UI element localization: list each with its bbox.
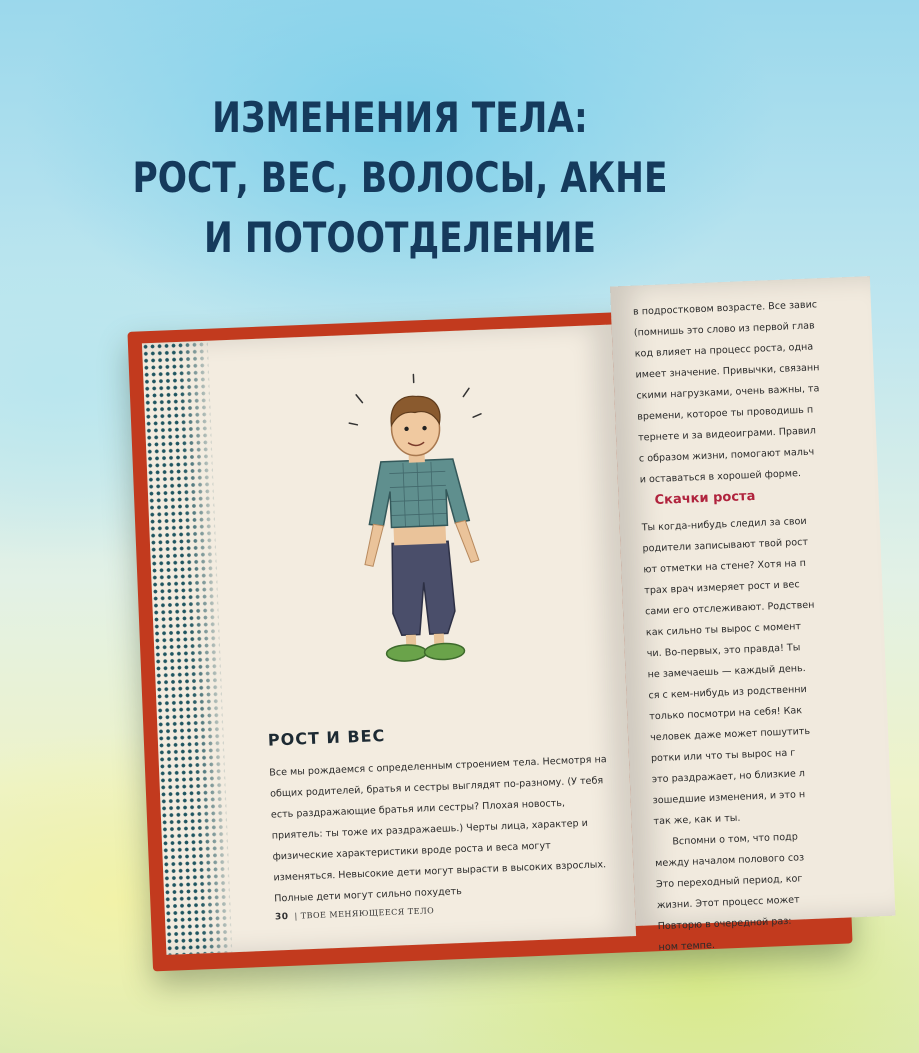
text-line: не замечаешь — каждый день. — [647, 663, 806, 681]
page-title — [0, 88, 800, 268]
open-book — [126, 267, 874, 995]
page-number: 30 — [274, 911, 289, 923]
text-line: ся с кем-нибудь из родственни — [648, 684, 807, 702]
text-line: с образом жизни, помогают мальч — [638, 446, 815, 465]
text-line: Вспомни о том, что подр — [672, 831, 799, 848]
section-heading-growth-spurts: Скачки роста — [654, 488, 756, 508]
text-line: имеет значение. Привычки, связанн — [635, 362, 820, 381]
text-line: в подростковом возрасте. Все завис — [632, 299, 818, 318]
text-line: ротки или что ты вырос на г — [650, 747, 796, 765]
section-heading-height-weight: РОСТ И ВЕС — [267, 725, 386, 750]
text-line: родители записывают твой рост — [642, 536, 809, 555]
text-line: Ты когда-нибудь следил за свои — [641, 515, 807, 534]
text-line: как сильно ты вырос с момент — [645, 621, 802, 639]
right-page-top-text — [633, 291, 900, 490]
text-line: Повторю в очередной раз: — [657, 915, 792, 933]
text-line: жизни. Этот процесс может — [656, 894, 800, 912]
text-line: трах врач измеряет рост и вес — [644, 579, 800, 597]
text-line: зошедшие изменения, и это н — [652, 789, 806, 807]
right-page-bottom-text — [641, 507, 918, 958]
text-line: тернете и за видеоиграми. Правил — [637, 425, 817, 444]
text-line: (помнишь это слово из первой глав — [633, 320, 815, 339]
text-line: только посмотри на себя! Как — [649, 705, 803, 723]
text-line: это раздражает, но близкие л — [651, 768, 806, 786]
text-line: и оставаться в хорошей форме. — [639, 468, 802, 486]
text-line: человек даже может пошутить — [649, 725, 811, 744]
text-line: времени, которое ты проводишь п — [637, 404, 814, 423]
text-line: ном темпе. — [658, 939, 716, 954]
text-line: чи. Во-первых, это правда! Ты — [646, 642, 801, 660]
text-line: код влияет на процесс роста, одна — [634, 341, 814, 360]
title-line-1: ИЗМЕНЕНИЯ ТЕЛА: — [212, 93, 588, 142]
text-line: ют отметки на стене? Хотя на п — [643, 557, 807, 576]
title-line-2: РОСТ, ВЕС, ВОЛОСЫ, АКНЕ — [132, 153, 668, 202]
right-page — [610, 276, 895, 954]
boy-illustration — [333, 369, 505, 685]
page-footer: 30 | ТВОЕ МЕНЯЮЩЕЕСЯ ТЕЛО — [274, 906, 435, 923]
text-line: Это переходный период, ког — [655, 873, 803, 891]
left-page-body-text: Все мы рождаемся с определенным строением тела. Несмотря на общих родителей, братья и сестры выглядят по-разному. (У тебя есть раздражающие братья или сестры? Плохая новость, приятель: ты тоже их раздражаешь.) Черты лица, характер и физические характеристики вроде роста и веса могут изменяться. Невысокие дети могут вырасти в высоких взрослых. Полные дети могут сильно похудеть — [269, 754, 607, 905]
running-title: ТВОЕ МЕНЯЮЩЕЕСЯ ТЕЛО — [300, 906, 435, 921]
text-line: сами его отслеживают. Родствен — [644, 599, 815, 618]
title-line-3: И ПОТООТДЕЛЕНИЕ — [204, 213, 596, 262]
text-line: между началом полового соз — [654, 852, 805, 870]
text-line: скими нагрузками, очень важны, та — [636, 383, 820, 402]
text-line: так же, как и ты. — [653, 812, 741, 828]
left-page — [142, 325, 636, 955]
